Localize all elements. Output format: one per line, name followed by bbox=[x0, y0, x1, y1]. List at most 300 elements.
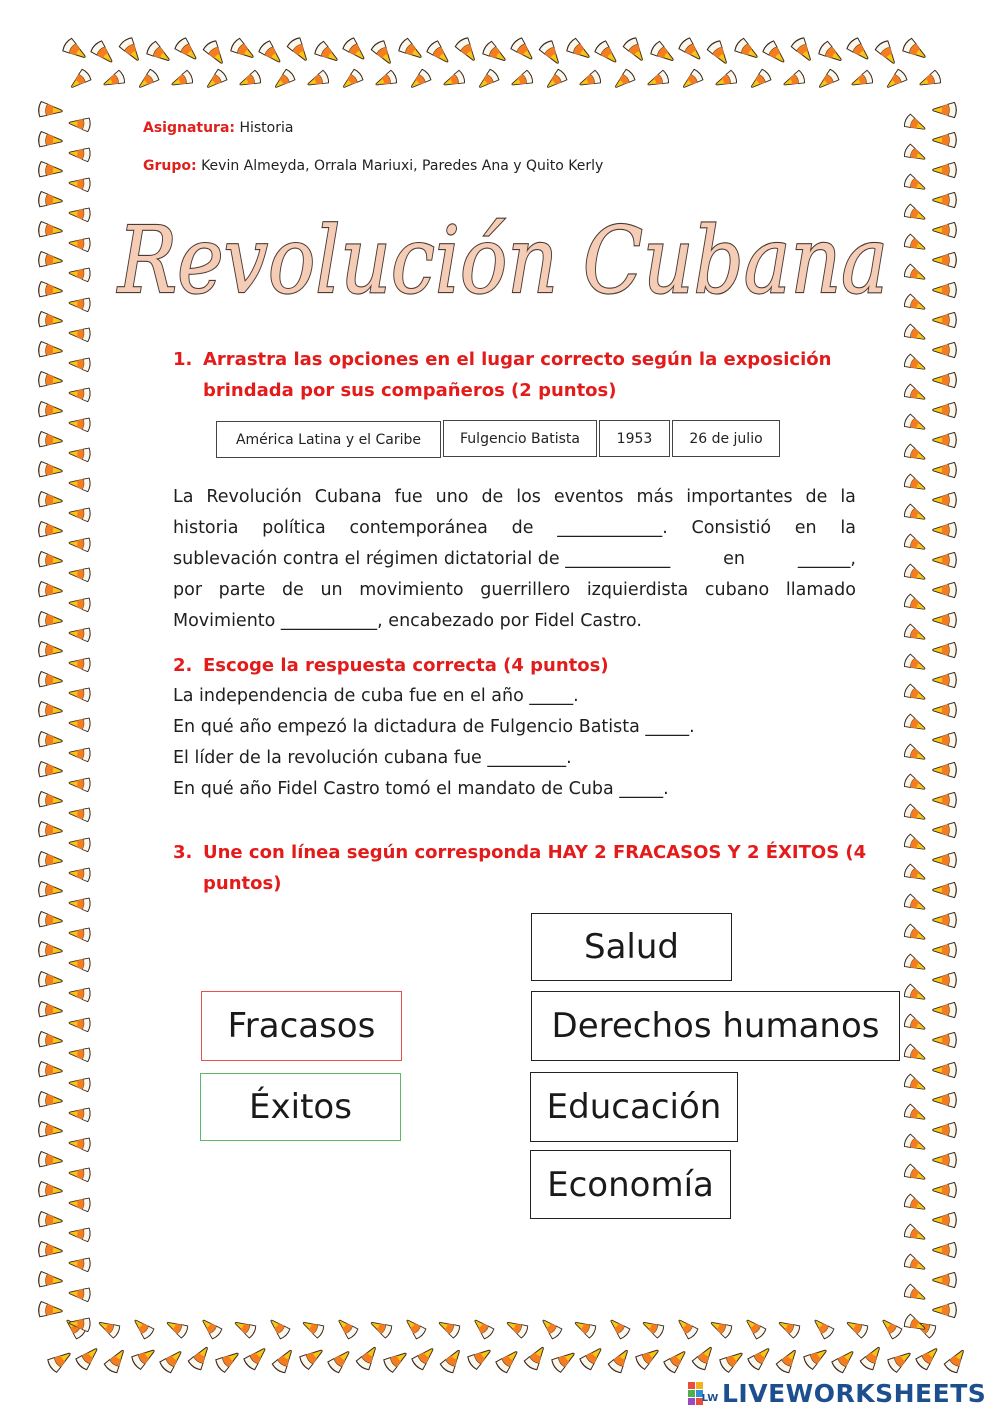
candy-corn-icon bbox=[470, 1315, 495, 1340]
match-right-salud[interactable]: Salud bbox=[531, 913, 732, 981]
candy-corn-icon bbox=[915, 1343, 943, 1371]
candy-corn-icon bbox=[504, 1317, 529, 1339]
candy-corn-icon bbox=[883, 68, 908, 92]
candy-corn-icon bbox=[903, 473, 928, 495]
candy-corn-icon bbox=[550, 1347, 578, 1373]
candy-corn-icon bbox=[411, 1343, 439, 1371]
candy-corn-icon bbox=[903, 683, 928, 705]
candy-corn-icon bbox=[101, 70, 126, 91]
candy-corn-icon bbox=[903, 143, 928, 165]
candy-corn-icon bbox=[844, 1317, 869, 1339]
candy-corn-icon bbox=[159, 1346, 187, 1374]
candy-corn-icon bbox=[933, 102, 957, 117]
candy-corn-icon bbox=[933, 372, 957, 387]
candy-corn-icon bbox=[382, 1347, 410, 1373]
candy-corn-icon bbox=[466, 1344, 494, 1370]
candy-corn-icon bbox=[67, 68, 92, 92]
candy-corn-icon bbox=[38, 971, 63, 988]
candy-corn-icon bbox=[68, 1196, 91, 1212]
candy-corn-icon bbox=[933, 1002, 957, 1017]
candy-corn-icon bbox=[38, 191, 63, 208]
candy-corn-icon bbox=[776, 1317, 801, 1339]
candy-corn-icon bbox=[232, 1317, 257, 1339]
paragraph-line-1 bbox=[173, 482, 856, 513]
candy-corn-icon bbox=[373, 70, 398, 91]
option-fulgencio-batista[interactable]: Fulgencio Batista bbox=[443, 420, 597, 457]
candy-corn-icon bbox=[68, 266, 91, 282]
candy-corn-icon bbox=[713, 70, 738, 91]
candy-corn-icon bbox=[203, 68, 228, 92]
paragraph-word: de bbox=[511, 518, 534, 538]
candy-corn-icon bbox=[355, 1343, 381, 1371]
title-text: Revolución Cubana bbox=[116, 207, 888, 314]
candy-corn-icon bbox=[579, 1343, 607, 1371]
candy-corn-icon bbox=[68, 1046, 91, 1062]
candy-corn-icon bbox=[622, 36, 648, 64]
candy-corn-icon bbox=[933, 792, 957, 807]
subject-value: Historia bbox=[239, 120, 294, 136]
paragraph-word: de bbox=[481, 487, 504, 507]
candy-corn-icon bbox=[933, 462, 957, 477]
candy-corn-icon bbox=[342, 37, 370, 65]
question-2-item[interactable]: En qué año empezó la dictadura de Fulgencio Batista _____. bbox=[173, 717, 695, 737]
candy-corn-icon bbox=[903, 1133, 928, 1155]
question-3-line2: puntos) bbox=[203, 873, 282, 894]
paragraph-line-3 bbox=[173, 544, 856, 575]
paragraph-word: movimiento bbox=[359, 580, 464, 600]
candy-corn-icon bbox=[679, 68, 704, 92]
candy-corn-icon bbox=[38, 701, 63, 718]
candy-corn-icon bbox=[68, 746, 91, 762]
candy-corn-icon bbox=[38, 641, 63, 658]
candy-corn-icon bbox=[286, 36, 312, 64]
match-left-fracasos[interactable]: Fracasos bbox=[201, 991, 402, 1061]
candy-corn-icon bbox=[903, 113, 928, 135]
group-value: Kevin Almeyda, Orrala Mariuxi, Paredes Ana y Quito Kerly bbox=[201, 158, 604, 174]
paragraph-word: llamado bbox=[785, 580, 856, 600]
candy-corn-icon bbox=[933, 1302, 957, 1317]
candy-corn-icon bbox=[543, 68, 568, 92]
paragraph-line-2 bbox=[173, 513, 856, 544]
candy-corn-icon bbox=[903, 1223, 928, 1245]
candy-corn-icon bbox=[229, 37, 257, 63]
paragraph-word: por bbox=[173, 580, 203, 600]
candy-corn-icon bbox=[96, 1317, 121, 1339]
candy-corn-icon bbox=[878, 1315, 903, 1340]
option-america-latina[interactable]: América Latina y el Caribe bbox=[216, 421, 441, 458]
candy-corn-icon bbox=[68, 836, 91, 852]
candy-corn-icon bbox=[933, 522, 957, 537]
candy-corn-icon bbox=[933, 342, 957, 357]
candy-corn-icon bbox=[38, 1151, 63, 1168]
candy-corn-icon bbox=[38, 521, 63, 538]
candy-corn-icon bbox=[718, 1347, 746, 1373]
candy-corn-icon bbox=[38, 341, 63, 358]
candy-corn-icon bbox=[243, 1343, 271, 1371]
candy-corn-icon bbox=[903, 293, 928, 315]
candy-corn-icon bbox=[271, 68, 296, 92]
candy-corn-icon bbox=[933, 612, 957, 627]
candy-corn-icon bbox=[164, 1317, 189, 1339]
candy-corn-icon bbox=[903, 503, 928, 525]
candy-corn-icon bbox=[903, 1253, 928, 1275]
liveworksheets-logo-icon bbox=[688, 1380, 718, 1406]
candy-corn-icon bbox=[439, 1346, 465, 1374]
candy-corn-icon bbox=[68, 806, 91, 822]
candy-corn-icon bbox=[663, 1346, 691, 1374]
paragraph-word: la bbox=[840, 518, 856, 538]
candy-corn-icon bbox=[762, 40, 790, 68]
candy-corn-icon bbox=[38, 1181, 63, 1198]
candy-corn-icon bbox=[68, 866, 91, 882]
candy-corn-icon bbox=[38, 581, 63, 598]
candy-corn-icon bbox=[933, 1152, 957, 1167]
candy-corn-icon bbox=[68, 1226, 91, 1242]
candy-corn-icon bbox=[933, 1182, 957, 1197]
candy-corn-icon bbox=[38, 1211, 63, 1228]
candy-corn-icon bbox=[933, 642, 957, 657]
candy-corn-icon bbox=[495, 1346, 523, 1374]
candy-corn-icon bbox=[135, 68, 160, 92]
candy-corn-icon bbox=[130, 1344, 158, 1370]
candy-corn-icon bbox=[933, 492, 957, 507]
candy-corn-icon bbox=[933, 1062, 957, 1077]
candy-corn-icon bbox=[903, 383, 928, 405]
paragraph-word: Revolución bbox=[206, 487, 302, 507]
candy-corn-icon bbox=[436, 1317, 461, 1339]
candy-corn-icon bbox=[742, 1315, 767, 1340]
candy-corn-icon bbox=[38, 251, 63, 268]
candy-corn-icon bbox=[846, 37, 874, 65]
paragraph-word: sublevación contra el régimen dictatorial de ____________ bbox=[173, 549, 671, 569]
paragraph-word: en bbox=[723, 549, 745, 569]
candy-corn-icon bbox=[68, 926, 91, 942]
candy-corn-icon bbox=[903, 803, 928, 825]
candy-corn-icon bbox=[68, 506, 91, 522]
candy-corn-icon bbox=[674, 1315, 699, 1340]
candy-corn-icon bbox=[38, 731, 63, 748]
candy-corn-icon bbox=[649, 40, 677, 66]
candy-corn-icon bbox=[38, 101, 63, 118]
candy-corn-icon bbox=[68, 566, 91, 582]
candy-corn-icon bbox=[68, 206, 91, 222]
candy-corn-icon bbox=[68, 716, 91, 732]
candy-corn-icon bbox=[174, 37, 202, 65]
match-right-economia[interactable]: Economía bbox=[530, 1150, 731, 1219]
match-left-exitos[interactable]: Éxitos bbox=[200, 1073, 401, 1141]
candy-corn-icon bbox=[577, 70, 602, 91]
candy-corn-icon bbox=[903, 173, 928, 195]
candy-corn-icon bbox=[68, 1076, 91, 1092]
candy-corn-icon bbox=[903, 1043, 928, 1065]
candy-corn-icon bbox=[38, 1121, 63, 1138]
candy-corn-icon bbox=[68, 686, 91, 702]
candy-corn-icon bbox=[903, 443, 928, 465]
group-line bbox=[143, 158, 603, 174]
candy-corn-icon bbox=[68, 386, 91, 402]
paragraph-word: ______, bbox=[797, 549, 856, 569]
paragraph-word: fue bbox=[394, 487, 423, 507]
candy-corn-icon bbox=[594, 40, 622, 68]
candy-corn-icon bbox=[68, 296, 91, 312]
candy-corn-icon bbox=[38, 1001, 63, 1018]
candy-corn-icon bbox=[198, 1315, 223, 1340]
candy-corn-icon bbox=[831, 1346, 859, 1374]
candy-corn-icon bbox=[903, 413, 928, 435]
candy-corn-icon bbox=[68, 896, 91, 912]
candy-corn-icon bbox=[38, 431, 63, 448]
candy-corn-icon bbox=[38, 1271, 63, 1288]
candy-corn-icon bbox=[68, 176, 91, 192]
candy-corn-icon bbox=[538, 39, 564, 67]
candy-corn-icon bbox=[903, 593, 928, 615]
candy-corn-icon bbox=[68, 596, 91, 612]
candy-corn-icon bbox=[475, 68, 500, 92]
candy-corn-icon bbox=[38, 461, 63, 478]
match-right-educacion[interactable]: Educación bbox=[530, 1072, 738, 1142]
candy-corn-icon bbox=[38, 761, 63, 778]
candy-corn-icon bbox=[68, 656, 91, 672]
candy-corn-icon bbox=[38, 311, 63, 328]
paragraph-word: importantes bbox=[686, 487, 793, 507]
candy-corn-icon bbox=[481, 40, 509, 66]
candy-corn-icon bbox=[565, 37, 593, 63]
candy-corn-icon bbox=[903, 353, 928, 375]
candy-corn-icon bbox=[903, 1013, 928, 1035]
candy-corn-icon bbox=[339, 68, 364, 92]
candy-corn-icon bbox=[334, 1315, 359, 1340]
candy-corn-icon bbox=[933, 132, 957, 147]
paragraph-word: izquierdista bbox=[586, 580, 689, 600]
subject-line bbox=[143, 120, 293, 136]
candy-corn-icon bbox=[781, 70, 806, 91]
candy-corn-icon bbox=[903, 563, 928, 585]
candy-corn-icon bbox=[903, 983, 928, 1005]
candy-corn-icon bbox=[933, 762, 957, 777]
candy-corn-icon bbox=[933, 282, 957, 297]
option-26-de-julio[interactable]: 26 de julio bbox=[672, 420, 780, 457]
candy-corn-icon bbox=[747, 68, 772, 92]
candy-corn-icon bbox=[790, 36, 816, 64]
question-2-item[interactable]: En qué año Fidel Castro tomó el mandato de Cuba _____. bbox=[173, 779, 669, 799]
question-3-number: 3. bbox=[173, 842, 193, 863]
candy-corn-icon bbox=[611, 68, 636, 92]
paragraph-word: uno bbox=[435, 487, 469, 507]
candy-corn-icon bbox=[933, 312, 957, 327]
candy-corn-icon bbox=[103, 1346, 129, 1374]
question-2-item[interactable]: La independencia de cuba fue en el año _____. bbox=[173, 686, 579, 706]
candy-corn-icon bbox=[441, 70, 466, 91]
candy-corn-icon bbox=[68, 116, 91, 132]
candy-corn-icon bbox=[46, 1347, 74, 1373]
candy-corn-icon bbox=[202, 39, 228, 67]
candy-corn-icon bbox=[68, 1136, 91, 1152]
candy-corn-icon bbox=[68, 1256, 91, 1272]
candy-corn-icon bbox=[68, 1166, 91, 1182]
candy-corn-icon bbox=[903, 743, 928, 765]
candy-corn-icon bbox=[68, 1286, 91, 1302]
candy-corn-icon bbox=[237, 70, 262, 91]
candy-corn-icon bbox=[933, 1032, 957, 1047]
candy-corn-icon bbox=[933, 882, 957, 897]
candy-corn-icon bbox=[258, 40, 286, 68]
candy-corn-icon bbox=[38, 551, 63, 568]
question-2-item[interactable]: El líder de la revolución cubana fue _________. bbox=[173, 748, 572, 768]
candy-corn-icon bbox=[38, 1301, 63, 1318]
group-label: Grupo: bbox=[143, 158, 197, 174]
candy-corn-icon bbox=[874, 39, 900, 67]
candy-corn-icon bbox=[68, 446, 91, 462]
candy-corn-icon bbox=[38, 1031, 63, 1048]
candy-corn-icon bbox=[38, 221, 63, 238]
candy-corn-icon bbox=[187, 1343, 213, 1371]
candy-corn-icon bbox=[933, 1092, 957, 1107]
svg-text:LW: LW bbox=[701, 1393, 719, 1404]
question-2-text: Escoge la respuesta correcta (4 puntos) bbox=[203, 655, 609, 676]
paragraph-word: Consistió bbox=[691, 518, 772, 538]
paragraph-word: un bbox=[320, 580, 343, 600]
candy-corn-icon bbox=[903, 533, 928, 555]
candy-corn-icon bbox=[38, 1241, 63, 1258]
candy-corn-icon bbox=[933, 192, 957, 207]
candy-corn-icon bbox=[68, 626, 91, 642]
candy-corn-icon bbox=[75, 1343, 103, 1371]
candy-corn-icon bbox=[38, 881, 63, 898]
candy-corn-icon bbox=[607, 1346, 633, 1374]
liveworksheets-brand: LIVEWORKSHEETS bbox=[722, 1378, 987, 1408]
candy-corn-icon bbox=[68, 356, 91, 372]
question-3-title bbox=[173, 837, 867, 901]
paragraph-word: parte bbox=[218, 580, 266, 600]
candy-corn-icon bbox=[305, 70, 330, 91]
candy-corn-icon bbox=[454, 36, 480, 64]
candy-corn-icon bbox=[933, 162, 957, 177]
paragraph-word: más bbox=[636, 487, 674, 507]
candy-corn-icon bbox=[509, 70, 534, 91]
candy-corn-icon bbox=[402, 1315, 427, 1340]
candy-corn-icon bbox=[903, 233, 928, 255]
candy-corn-icon bbox=[38, 161, 63, 178]
candy-corn-icon bbox=[169, 70, 194, 91]
candy-corn-icon bbox=[271, 1346, 297, 1374]
candy-corn-icon bbox=[645, 70, 670, 91]
page-title bbox=[108, 192, 898, 332]
candy-corn-icon bbox=[708, 1317, 733, 1339]
candy-corn-icon bbox=[572, 1317, 597, 1339]
candy-corn-icon bbox=[817, 40, 845, 66]
candy-corn-icon bbox=[370, 39, 396, 67]
candy-corn-icon bbox=[810, 1315, 835, 1340]
candy-corn-icon bbox=[38, 401, 63, 418]
candy-corn-icon bbox=[68, 536, 91, 552]
candy-corn-icon bbox=[397, 37, 425, 63]
candy-corn-icon bbox=[68, 146, 91, 162]
candy-corn-icon bbox=[849, 70, 874, 91]
question-1-title bbox=[173, 344, 863, 408]
paragraph-line-4 bbox=[173, 575, 856, 606]
candy-corn-icon bbox=[933, 942, 957, 957]
liveworksheets-logo[interactable] bbox=[688, 1378, 986, 1408]
candy-corn-icon bbox=[903, 953, 928, 975]
candy-corn-icon bbox=[933, 822, 957, 837]
candy-corn-icon bbox=[68, 326, 91, 342]
candy-corn-icon bbox=[510, 37, 538, 65]
candy-corn-icon bbox=[903, 653, 928, 675]
candy-corn-icon bbox=[933, 222, 957, 237]
candy-corn-icon bbox=[266, 1315, 291, 1340]
candy-corn-icon bbox=[38, 611, 63, 628]
candy-corn-icon bbox=[68, 1106, 91, 1122]
candy-corn-icon bbox=[903, 203, 928, 225]
candy-corn-icon bbox=[38, 491, 63, 508]
match-right-derechos-humanos[interactable]: Derechos humanos bbox=[531, 991, 900, 1061]
candy-corn-icon bbox=[706, 39, 732, 67]
candy-corn-icon bbox=[903, 1103, 928, 1125]
paragraph-word: contemporánea bbox=[349, 518, 488, 538]
paragraph-word: la bbox=[840, 487, 856, 507]
candy-corn-icon bbox=[691, 1343, 717, 1371]
candy-corn-icon bbox=[38, 941, 63, 958]
candy-corn-icon bbox=[903, 1193, 928, 1215]
candy-corn-icon bbox=[38, 1091, 63, 1108]
candy-corn-icon bbox=[933, 852, 957, 867]
candy-corn-icon bbox=[68, 1016, 91, 1032]
candy-corn-icon bbox=[933, 402, 957, 417]
option-1953[interactable]: 1953 bbox=[599, 420, 670, 457]
question-2-items bbox=[173, 681, 863, 805]
candy-corn-icon bbox=[933, 672, 957, 687]
candy-corn-icon bbox=[118, 36, 144, 64]
question-2-title bbox=[173, 650, 863, 681]
paragraph-word: Cubana bbox=[314, 487, 382, 507]
question-1-paragraph bbox=[173, 482, 856, 637]
candy-corn-icon bbox=[300, 1317, 325, 1339]
candy-corn-icon bbox=[90, 40, 118, 68]
candy-corn-icon bbox=[903, 623, 928, 645]
question-3-line1: Une con línea según corresponda HAY 2 FRACASOS Y 2 ÉXITOS (4 bbox=[203, 842, 867, 863]
candy-corn-icon bbox=[943, 1346, 969, 1374]
candy-corn-icon bbox=[903, 863, 928, 885]
candy-corn-icon bbox=[933, 252, 957, 267]
question-1-line2: brindada por sus compañeros (2 puntos) bbox=[203, 380, 617, 401]
candy-corn-icon bbox=[214, 1347, 242, 1373]
candy-corn-icon bbox=[61, 37, 89, 63]
candy-corn-icon bbox=[38, 671, 63, 688]
paragraph-word: de bbox=[281, 580, 304, 600]
candy-corn-icon bbox=[903, 923, 928, 945]
question-2-number: 2. bbox=[173, 655, 193, 676]
candy-corn-icon bbox=[903, 833, 928, 855]
candy-corn-icon bbox=[606, 1315, 631, 1340]
candy-corn-icon bbox=[426, 40, 454, 68]
candy-corn-icon bbox=[640, 1317, 665, 1339]
paragraph-word: historia bbox=[173, 518, 239, 538]
candy-corn-icon bbox=[327, 1346, 355, 1374]
candy-corn-icon bbox=[733, 37, 761, 63]
candy-corn-icon bbox=[917, 70, 942, 91]
candy-corn-icon bbox=[933, 552, 957, 567]
candy-corn-icon bbox=[68, 776, 91, 792]
candy-corn-icon bbox=[38, 371, 63, 388]
candy-corn-icon bbox=[903, 1283, 928, 1305]
candy-corn-icon bbox=[775, 1346, 801, 1374]
paragraph-line-5: Movimiento ___________, encabezado por Fidel Castro. bbox=[173, 611, 642, 631]
candy-corn-icon bbox=[933, 582, 957, 597]
candy-corn-icon bbox=[903, 713, 928, 735]
candy-corn-icon bbox=[68, 956, 91, 972]
candy-corn-icon bbox=[815, 68, 840, 92]
candy-corn-icon bbox=[903, 323, 928, 345]
